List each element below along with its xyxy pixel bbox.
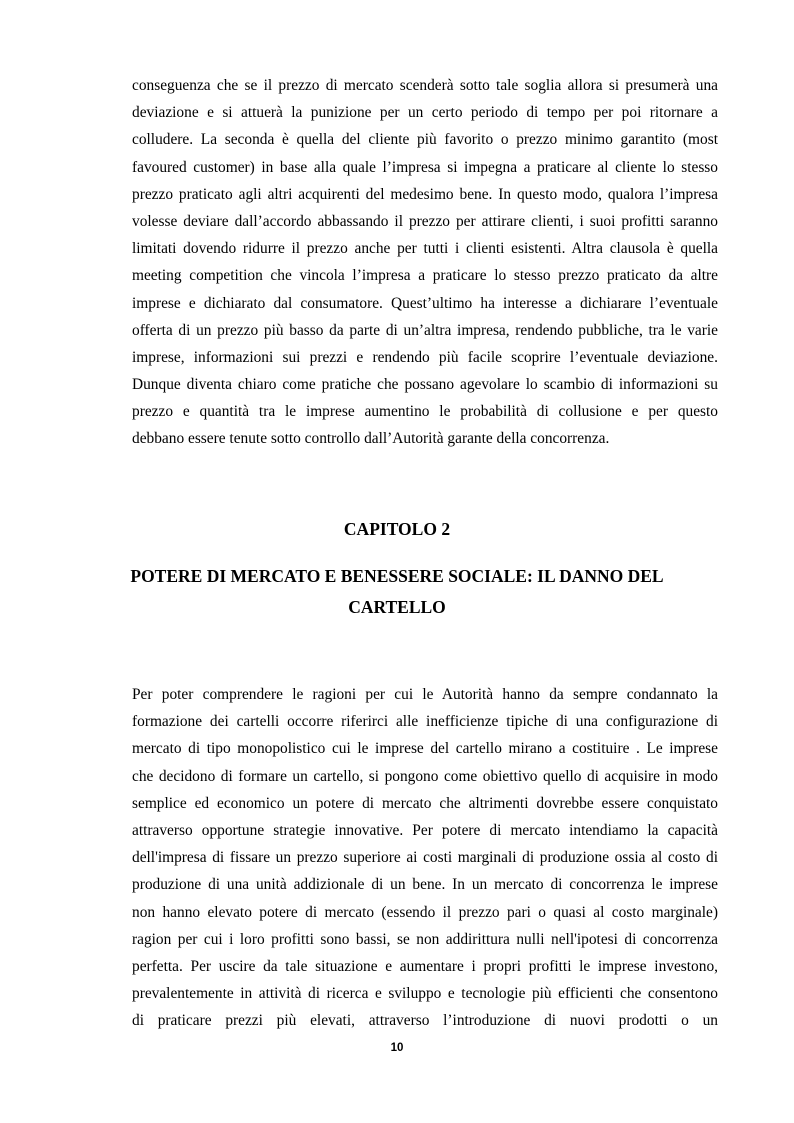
page-number: 10 [390, 1042, 404, 1054]
text-line: meeting competition che vincola l’impresa a praticare lo stesso prezzo praticato da altre [132, 267, 718, 285]
text-line: dell'impresa di fissare un prezzo superiore ai costi marginali di produzione ossia al costo di [132, 849, 718, 867]
chapter-title-line: CARTELLO [348, 597, 446, 617]
chapter-title [0, 561, 794, 623]
text-line: perfetta. Per uscire da tale situazione e aumentare i propri profitti le imprese investono, [132, 957, 718, 975]
text-line: conseguenza che se il prezzo di mercato scenderà sotto tale soglia allora si presumerà una [132, 77, 718, 94]
chapter-label: CAPITOLO 2 [343, 519, 451, 539]
text-line: ragion per cui i loro profitti sono bassi, se non addirittura nulli nell'ipotesi di concorrenza [132, 930, 718, 948]
text-line: di praticare prezzi più elevati, attraverso l’introduzione di nuovi prodotti o un [132, 1012, 718, 1030]
text-line: Per poter comprendere le ragioni per cui le Autorità hanno da sempre condannato la [132, 686, 718, 703]
text-line: imprese e dichiarato dal consumatore. Quest’ultimo ha interesse a dichiarare l’eventuale [132, 294, 718, 312]
text-line: mercato di tipo monopolistico cui le imprese del cartello mirano a costituire . Le imprese [132, 740, 718, 758]
chapter-title-line: POTERE DI MERCATO E BENESSERE SOCIALE: IL DANNO DEL [130, 566, 664, 586]
paragraph-market-power [132, 681, 718, 1034]
text-line: prevalentemente in attività di ricerca e sviluppo e tecnologie più efficienti che consentono [132, 985, 718, 1003]
text-line: colludere. La seconda è quella del cliente più favorito o prezzo minimo garantito (most [132, 131, 718, 149]
text-line: debbano essere tenute sotto controllo dall’Autorità garante della concorrenza. [132, 430, 610, 448]
text-line: prezzo praticato agli altri acquirenti del medesimo bene. In questo modo, qualora l’impresa [132, 185, 718, 203]
text-line: offerta di un prezzo più basso da parte di un’altra impresa, rendendo pubbliche, tra le varie [132, 321, 718, 339]
text-line: che decidono di formare un cartello, si pongono come obiettivo quello di acquisire in modo [132, 767, 718, 785]
paragraph-collusion-clauses [132, 72, 718, 453]
text-line: produzione di una unità addizionale di un bene. In un mercato di concorrenza le imprese [132, 876, 718, 894]
text-line: deviazione e si attuerà la punizione per un certo periodo di tempo per poi ritornare a [132, 104, 718, 122]
text-line: formazione dei cartelli occorre riferirci alle inefficienze tipiche di una configurazione di [132, 713, 718, 731]
text-line: prezzo e quantità tra le imprese aumentino le probabilità di collusione e per questo [132, 403, 718, 421]
text-line: semplice ed economico un potere di mercato che altrimenti dovrebbe essere conquistato [132, 794, 718, 812]
text-line: Dunque diventa chiaro come pratiche che possano agevolare lo scambio di informazioni su [132, 376, 718, 394]
text-line: imprese, informazioni sui prezzi e rendendo più facile scoprire l’eventuale deviazione. [132, 348, 718, 366]
text-line: favoured customer) in base alla quale l’impresa si impegna a praticare al cliente lo stesso [132, 158, 718, 176]
text-line: volesse deviare dall’accordo abbassando il prezzo per attirare clienti, i suoi profitti saranno [132, 212, 718, 230]
text-line: limitati dovendo ridurre il prezzo anche per tutti i clienti esistenti. Altra clausola è quella [132, 240, 718, 258]
text-line: non hanno elevato potere di mercato (essendo il prezzo pari o quasi al costo marginale) [132, 903, 718, 921]
text-line: attraverso opportune strategie innovative. Per potere di mercato intendiamo la capacità [132, 821, 718, 839]
